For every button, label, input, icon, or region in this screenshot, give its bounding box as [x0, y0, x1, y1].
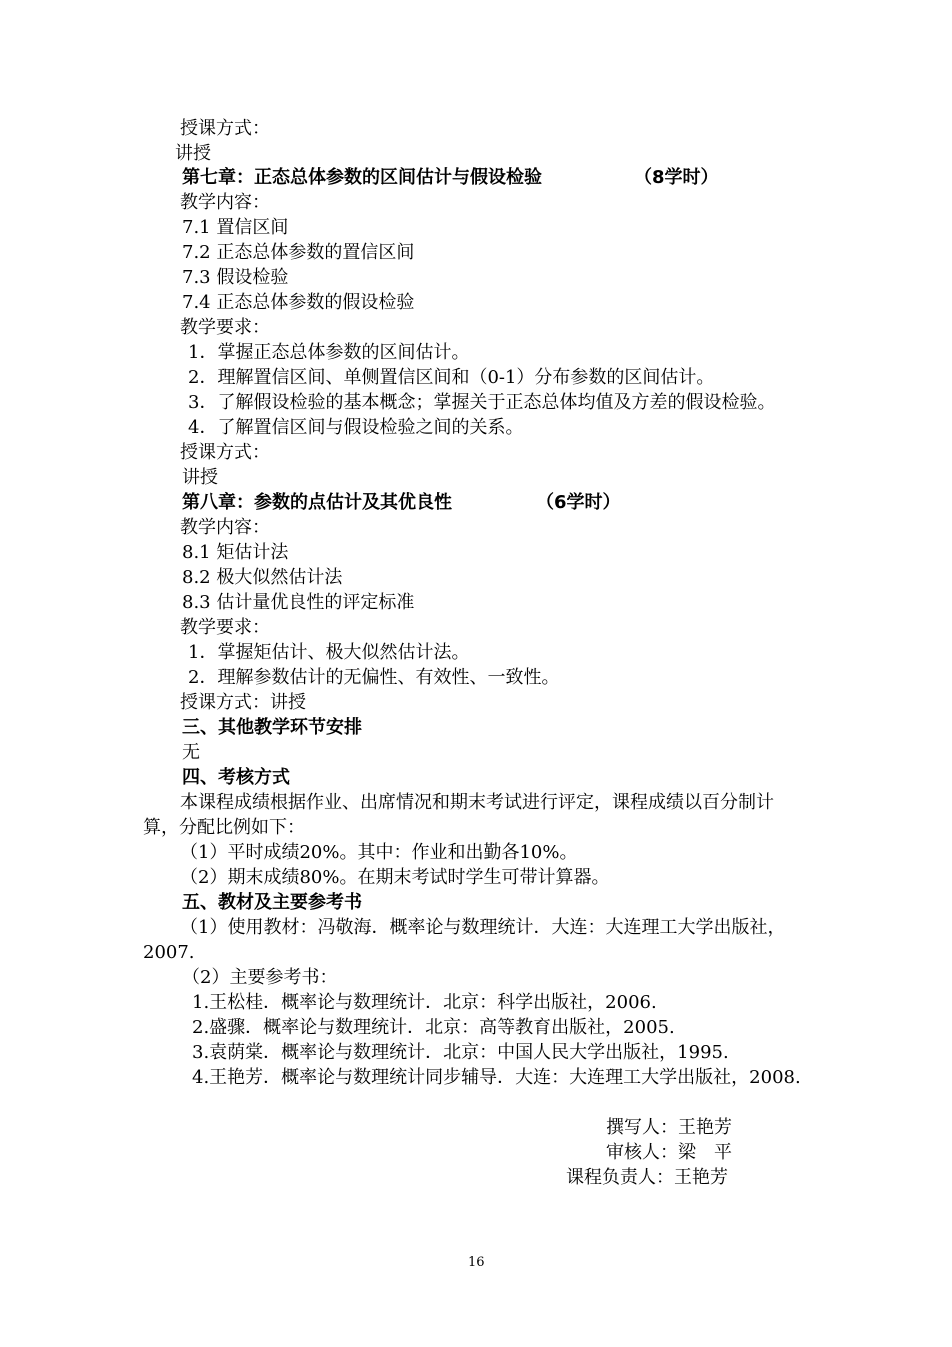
course-lead-line: 课程负责人：王艳芳 [566, 1167, 728, 1188]
text-line: 教学要求： [180, 617, 270, 638]
reference-item: 1.王松桂．概率论与数理统计．北京：科学出版社，2006. [192, 992, 657, 1013]
chapter-hours: （6学时） [536, 492, 621, 513]
section-heading: 四、考核方式 [182, 767, 290, 788]
text-line: 算，分配比例如下： [143, 817, 305, 838]
text-line: 7.4 正态总体参数的假设检验 [182, 292, 415, 313]
text-line: 2007. [143, 942, 195, 963]
text-line: 2．理解置信区间、单侧置信区间和（0-1）分布参数的区间估计。 [188, 367, 715, 388]
text-line: 教学内容： [180, 192, 270, 213]
text-line: 授课方式： [180, 118, 270, 139]
text-line: 教学内容： [180, 517, 270, 538]
text-line: （1）平时成绩20%。其中：作业和出勤各10%。 [180, 842, 578, 863]
text-line: 7.1 置信区间 [182, 217, 289, 238]
text-line: （1）使用教材：冯敬海．概率论与数理统计．大连：大连理工大学出版社， [180, 917, 786, 938]
reference-item: 2.盛骤．概率论与数理统计．北京：高等教育出版社，2005. [192, 1017, 675, 1038]
text-line: 授课方式： [180, 442, 270, 463]
text-line: 1．掌握矩估计、极大似然估计法。 [188, 642, 470, 663]
text-line: 8.1 矩估计法 [182, 542, 289, 563]
text-line: 讲授 [182, 467, 218, 488]
text-line: 2．理解参数估计的无偏性、有效性、一致性。 [188, 667, 560, 688]
page-number: 16 [468, 1255, 485, 1270]
text-line: 7.2 正态总体参数的置信区间 [182, 242, 415, 263]
text-line: 8.3 估计量优良性的评定标准 [182, 592, 415, 613]
text-line: 教学要求： [180, 317, 270, 338]
text-line: 8.2 极大似然估计法 [182, 567, 343, 588]
author-line: 撰写人：王艳芳 [606, 1117, 732, 1138]
reference-item: 3.袁荫棠．概率论与数理统计．北京：中国人民大学出版社，1995. [192, 1042, 729, 1063]
chapter-heading: 第七章：正态总体参数的区间估计与假设检验 [182, 167, 542, 188]
text-line: 讲授 [175, 143, 211, 164]
text-line: （2）主要参考书： [182, 967, 338, 988]
section-heading: 三、其他教学环节安排 [182, 717, 362, 738]
reviewer-line: 审核人：梁 平 [606, 1142, 732, 1163]
section-heading: 五、教材及主要参考书 [182, 892, 362, 913]
text-line: （2）期末成绩80%。在期末考试时学生可带计算器。 [180, 867, 610, 888]
chapter-hours: （8学时） [634, 167, 719, 188]
text-line: 3．了解假设检验的基本概念；掌握关于正态总体均值及方差的假设检验。 [188, 392, 776, 413]
text-line: 无 [182, 742, 200, 763]
text-line: 授课方式：讲授 [180, 692, 306, 713]
text-line: 1．掌握正态总体参数的区间估计。 [188, 342, 470, 363]
chapter-heading: 第八章：参数的点估计及其优良性 [182, 492, 452, 513]
text-line: 7.3 假设检验 [182, 267, 289, 288]
text-line: 4．了解置信区间与假设检验之间的关系。 [188, 417, 524, 438]
reference-item: 4.王艳芳．概率论与数理统计同步辅导．大连：大连理工大学出版社，2008. [192, 1067, 801, 1088]
text-line: 本课程成绩根据作业、出席情况和期末考试进行评定，课程成绩以百分制计 [180, 792, 774, 813]
